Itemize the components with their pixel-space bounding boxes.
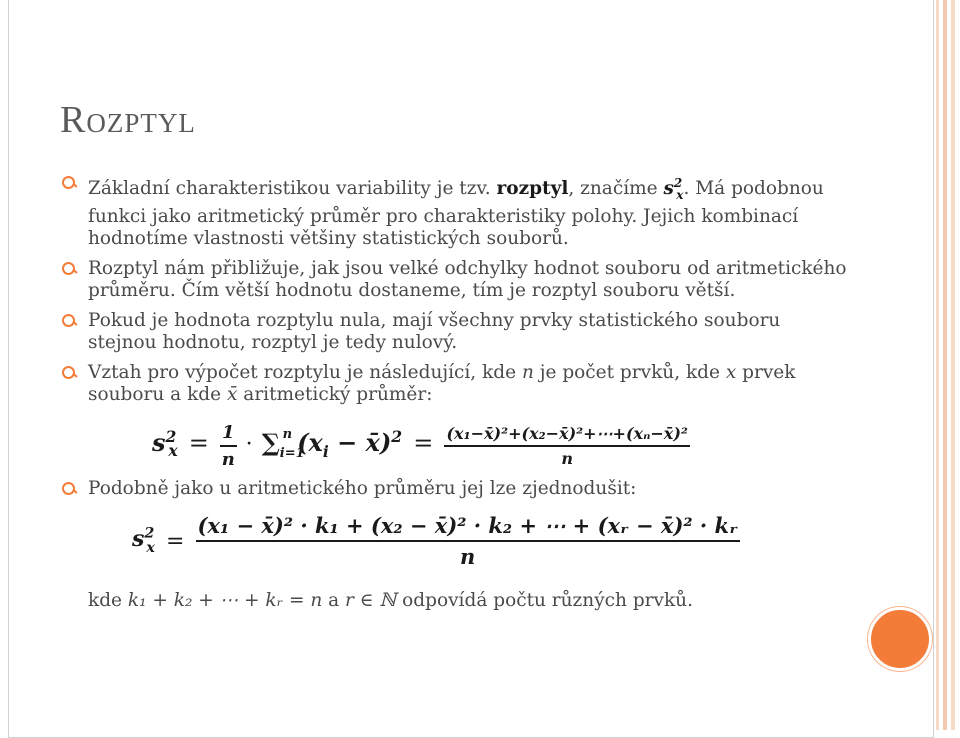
sum-symbol: $\sum_{i=1}^n$ [261,426,305,461]
math-x: x [725,361,737,383]
decorative-stripes [934,0,960,730]
math-n: n [521,361,534,383]
bullet-text: Pokud je hodnota rozptylu nula, mají všechny prvky statistického souboru stejnou hodnotu, rozptyl je tedy nulový. [88,309,781,353]
bullet-text-post: . Má podobnou funkci jako aritmetický průměr pro charakteristiky polohy. Jejich kombinací hodnotíme vlastnosti většiny statistických souborů. [88,178,824,249]
bullet-item [62,310,852,354]
bullet-text-mid: prvek souboru a kde [88,361,796,405]
fraction: $\frac{1}{n}$ [221,422,235,470]
weighted-variance-formula: $s^2_x$ = $\frac{\text{(x₁ − x̄)² · k₁ + (x₂ − x̄)² · k₂ + ⋯ + (xᵣ − x̄)² · kᵣ}}{n}$ [132,513,738,569]
weighted-fraction: $\frac{\text{(x₁ − x̄)² · k₁ + (x₂ − x̄)² · k₂ + ⋯ + (xᵣ − x̄)² · kᵣ}}{n}$ [197,513,738,569]
bullet-list-2 [62,478,852,508]
bullet-item [62,258,852,302]
variance-symbol: $s^2_x$ [663,176,684,202]
bullet-text-pre: Vztah pro výpočet rozptylu je následující, kde [88,361,522,383]
variance-formula: $s^2_x$ = $\frac{1}{n}$ · $\sum_{i=1}^n$ ($x_i$ − x̄)$^2$ = $\frac{\text{(x₁−x̄)²+(x₂−x̄)²+⋯+(xₙ−x̄)²}}{n}$ [152,422,688,470]
bullet-item [62,478,852,500]
decorative-circle [868,607,932,671]
bullet-icon [62,262,75,275]
slide-title: Rozptyl [60,99,196,141]
bullet-item [62,172,852,250]
bullet-list [62,172,852,414]
bullet-icon [62,314,75,327]
bullet-icon [62,482,75,495]
bullet-icon [62,366,75,379]
bullet-text: Rozptyl nám přibližuje, jak jsou velké odchylky hodnot souboru od aritmetického průměru. Čím větší hodnotu dostaneme, tím je rozptyl souboru větší. [88,257,847,301]
bullet-text-pre: Základní charakteristikou variability je tzv. [88,178,497,200]
bullet-text: Podobně jako u aritmetického průměru jej lze zjednodušit: [88,478,637,499]
condition-line: kde k₁ + k₂ + ⋯ + kᵣ = n a r ∈ ℕ odpovídá počtu různých prvků. [88,590,693,611]
math-xbar: x̄ [226,383,238,405]
expanded-fraction: $\frac{\text{(x₁−x̄)²+(x₂−x̄)²+⋯+(xₙ−x̄)²}}{n}$ [446,424,688,468]
bullet-icon [62,176,75,189]
bullet-text-mid: je počet prvků, kde [533,361,726,383]
sum-term: ($x_i$ − x̄)$^2$ [297,426,403,461]
bullet-item [62,362,852,406]
bullet-bold-term: rozptyl [496,178,569,200]
bullet-text-post: aritmetický průměr: [237,383,433,405]
bullet-text-mid: , značíme [568,178,664,200]
